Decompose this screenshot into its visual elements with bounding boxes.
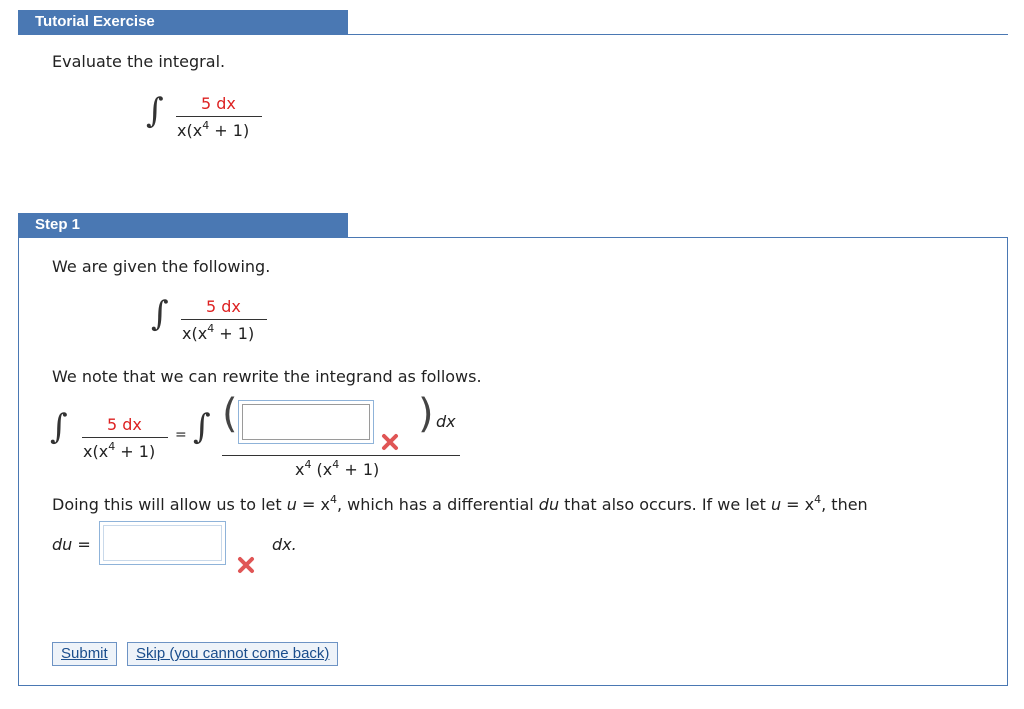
problem-denominator: [177, 121, 249, 140]
rhs-denominator-base: x: [295, 460, 305, 479]
problem-prompt: Evaluate the integral.: [52, 52, 226, 71]
fraction-bar: [181, 319, 267, 320]
rhs-integral-sign: ∫: [193, 407, 211, 447]
denominator-base: x(x: [83, 442, 109, 461]
sentence-part: = x: [296, 495, 330, 514]
skip-button[interactable]: Skip (you cannot come back): [127, 642, 338, 666]
du-variable: du: [538, 495, 560, 514]
sentence-exponent: 4: [814, 493, 822, 506]
integrand-input-frame: [238, 400, 374, 444]
denominator-base: x(x: [177, 121, 203, 140]
lhs-numerator: 5 dx: [107, 415, 142, 434]
denominator-exponent: 4: [207, 322, 215, 335]
rewrite-equation: [50, 391, 470, 479]
denominator-base: x(x: [182, 324, 208, 343]
du-input-frame: [99, 521, 226, 565]
denominator-tail: + 1): [209, 121, 250, 140]
u-variable: u: [286, 495, 297, 514]
right-paren: ): [418, 391, 434, 437]
given-numerator: 5 dx: [206, 297, 241, 316]
rhs-dx: dx: [436, 412, 456, 431]
denominator-exponent: 4: [202, 119, 210, 132]
du-input[interactable]: [103, 525, 222, 561]
incorrect-x-icon: [236, 555, 256, 575]
lhs-integral-sign: ∫: [50, 407, 68, 447]
problem-numerator: 5 dx: [201, 94, 236, 113]
rhs-fraction-bar: [222, 455, 460, 456]
denominator-exponent: 4: [108, 440, 116, 453]
integral-sign: ∫: [146, 91, 164, 131]
sentence-part: , then: [821, 495, 868, 514]
du-label: [52, 535, 91, 554]
step-1-header: Step 1: [18, 213, 348, 237]
given-text: We are given the following.: [52, 257, 271, 276]
incorrect-x-icon: [380, 432, 400, 452]
integral-sign: ∫: [151, 294, 169, 334]
lhs-denominator: [83, 442, 155, 461]
sentence-part: Doing this will allow us to let: [52, 495, 287, 514]
fraction-bar: [176, 116, 262, 117]
rhs-denominator-mid: (x: [311, 460, 333, 479]
header-divider: [18, 34, 1008, 35]
du-suffix: dx.: [272, 535, 297, 554]
sentence-part: that also occurs. If we let: [559, 495, 771, 514]
lhs-fraction-bar: [82, 437, 168, 438]
rhs-denominator-exponent: 4: [304, 458, 312, 471]
rhs-denominator-tail: + 1): [339, 460, 380, 479]
submit-button[interactable]: Submit: [52, 642, 117, 666]
rewrite-text: We note that we can rewrite the integrand as follows.: [52, 367, 482, 386]
du-equals: =: [72, 535, 91, 554]
given-denominator: [182, 324, 254, 343]
sentence-part: , which has a differential: [336, 495, 539, 514]
integrand-input[interactable]: [242, 404, 370, 440]
u-variable: u: [770, 495, 782, 514]
sentence-exponent: 4: [329, 493, 337, 506]
sentence-part: = x: [781, 495, 815, 514]
rhs-denominator: [295, 460, 379, 479]
tutorial-exercise-header: Tutorial Exercise: [18, 10, 348, 34]
du-label-var: du: [52, 535, 73, 554]
denominator-tail: + 1): [214, 324, 255, 343]
substitution-sentence: [52, 495, 868, 514]
equals-sign: =: [175, 427, 187, 443]
left-paren: (: [222, 391, 238, 437]
rhs-denominator-exponent-2: 4: [332, 458, 340, 471]
denominator-tail: + 1): [115, 442, 156, 461]
